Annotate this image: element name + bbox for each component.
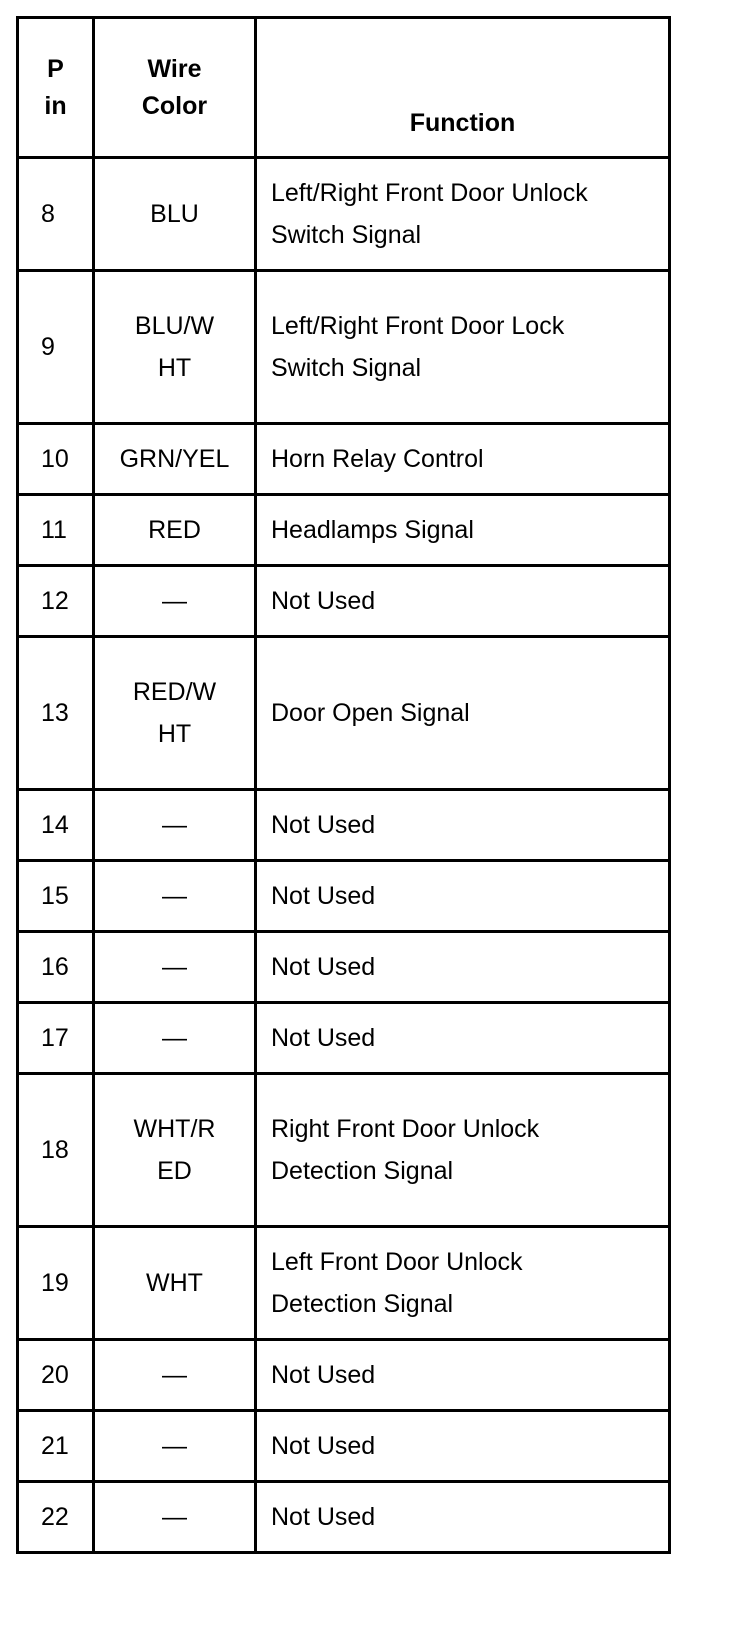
- pin-cell: 22: [18, 1482, 94, 1553]
- function-text: Not Used: [271, 1503, 376, 1531]
- pin-cell: 21: [18, 1411, 94, 1482]
- function-text: Not Used: [271, 1432, 376, 1460]
- pin-cell: 18: [18, 1074, 94, 1227]
- pin-cell: 20: [18, 1340, 94, 1411]
- pin-cell: 10: [18, 424, 94, 495]
- wire-color-cell: [94, 790, 256, 861]
- pin-cell: 14: [18, 790, 94, 861]
- wire-color-cell: [94, 1227, 256, 1340]
- wire-color-text: BLU: [150, 200, 199, 228]
- table-row: [18, 495, 670, 566]
- table-row: [18, 566, 670, 637]
- function-text: Detection Signal: [271, 1157, 454, 1185]
- function-cell: [256, 1411, 670, 1482]
- wire-color-cell: [94, 932, 256, 1003]
- header-row: [18, 18, 670, 158]
- pin-cell: 11: [18, 495, 94, 566]
- wire-color-text: RED/W: [132, 678, 217, 706]
- pin-cell: 19: [18, 1227, 94, 1340]
- function-cell: [256, 566, 670, 637]
- function-text: Not Used: [271, 1361, 376, 1389]
- wire-color-cell: [94, 1340, 256, 1411]
- function-text: Left/Right Front Door Unlock: [271, 179, 588, 207]
- function-text: Right Front Door Unlock: [271, 1115, 540, 1143]
- wire-color-text: —: [162, 1024, 187, 1052]
- wire-color-text: —: [162, 1361, 187, 1389]
- function-cell: [256, 1227, 670, 1340]
- wire-color-cell: [94, 1411, 256, 1482]
- function-cell: [256, 932, 670, 1003]
- header-pin: [18, 18, 94, 158]
- wire-color-text: —: [162, 811, 187, 839]
- table-row: [18, 271, 670, 424]
- table-row: [18, 637, 670, 790]
- pin-cell: 13: [18, 637, 94, 790]
- wire-color-cell: [94, 424, 256, 495]
- wire-color-cell: [94, 637, 256, 790]
- table-row: [18, 790, 670, 861]
- wire-color-text: BLU/W: [134, 312, 215, 340]
- wire-color-text: —: [162, 587, 187, 615]
- wire-color-text: RED: [148, 516, 201, 544]
- function-text: Left/Right Front Door Lock: [271, 312, 565, 340]
- wire-color-text: —: [162, 882, 187, 910]
- pin-cell: 9: [18, 271, 94, 424]
- function-text: Not Used: [271, 1024, 376, 1052]
- function-text: Not Used: [271, 811, 376, 839]
- pin-cell: 12: [18, 566, 94, 637]
- function-cell: [256, 790, 670, 861]
- header-wire-line2: Color: [141, 91, 208, 120]
- function-text: Not Used: [271, 587, 376, 615]
- wire-color-text: ED: [157, 1157, 192, 1185]
- wire-color-text: —: [162, 1432, 187, 1460]
- function-cell: [256, 495, 670, 566]
- function-text: Not Used: [271, 882, 376, 910]
- wire-color-text: WHT/R: [133, 1115, 216, 1143]
- wire-color-cell: [94, 495, 256, 566]
- wire-color-text: WHT: [146, 1269, 203, 1297]
- function-text: Headlamps Signal: [271, 516, 474, 544]
- wire-color-cell: [94, 1003, 256, 1074]
- function-cell: [256, 1074, 670, 1227]
- header-wire-color: [94, 18, 256, 158]
- function-cell: [256, 637, 670, 790]
- function-text: Switch Signal: [271, 221, 422, 249]
- function-text: Switch Signal: [271, 354, 422, 382]
- header-function: Function: [256, 18, 670, 158]
- header-pin-line1: P: [47, 54, 64, 83]
- function-text: Detection Signal: [271, 1290, 454, 1318]
- table-row: [18, 1074, 670, 1227]
- function-text: Left Front Door Unlock: [271, 1248, 523, 1276]
- pin-cell: 17: [18, 1003, 94, 1074]
- function-cell: [256, 424, 670, 495]
- table-row: [18, 1482, 670, 1553]
- pin-cell: 15: [18, 861, 94, 932]
- function-cell: [256, 271, 670, 424]
- wire-color-text: HT: [157, 354, 192, 382]
- wire-color-cell: [94, 158, 256, 271]
- table-row: [18, 1411, 670, 1482]
- wire-color-cell: [94, 271, 256, 424]
- function-text: Door Open Signal: [271, 699, 470, 727]
- wire-color-cell: [94, 566, 256, 637]
- header-pin-line2: in: [44, 91, 67, 120]
- table-row: [18, 932, 670, 1003]
- wire-color-text: GRN/YEL: [119, 445, 230, 473]
- table-body: [18, 158, 670, 1553]
- wire-color-text: HT: [157, 720, 192, 748]
- table-row: [18, 158, 670, 271]
- function-cell: [256, 861, 670, 932]
- wire-color-cell: [94, 1074, 256, 1227]
- function-cell: [256, 1482, 670, 1553]
- function-text: Not Used: [271, 953, 376, 981]
- table-row: [18, 424, 670, 495]
- function-cell: [256, 1003, 670, 1074]
- function-text: Horn Relay Control: [271, 445, 484, 473]
- function-cell: [256, 158, 670, 271]
- pin-cell: 8: [18, 158, 94, 271]
- table-row: [18, 1003, 670, 1074]
- pin-cell: 16: [18, 932, 94, 1003]
- function-cell: [256, 1340, 670, 1411]
- wire-color-cell: [94, 861, 256, 932]
- table-row: [18, 861, 670, 932]
- wire-color-cell: [94, 1482, 256, 1553]
- wire-color-text: —: [162, 1503, 187, 1531]
- table-row: [18, 1227, 670, 1340]
- connector-pinout-table: [16, 16, 671, 1554]
- wire-color-text: —: [162, 953, 187, 981]
- table-row: [18, 1340, 670, 1411]
- header-wire-line1: Wire: [147, 54, 202, 83]
